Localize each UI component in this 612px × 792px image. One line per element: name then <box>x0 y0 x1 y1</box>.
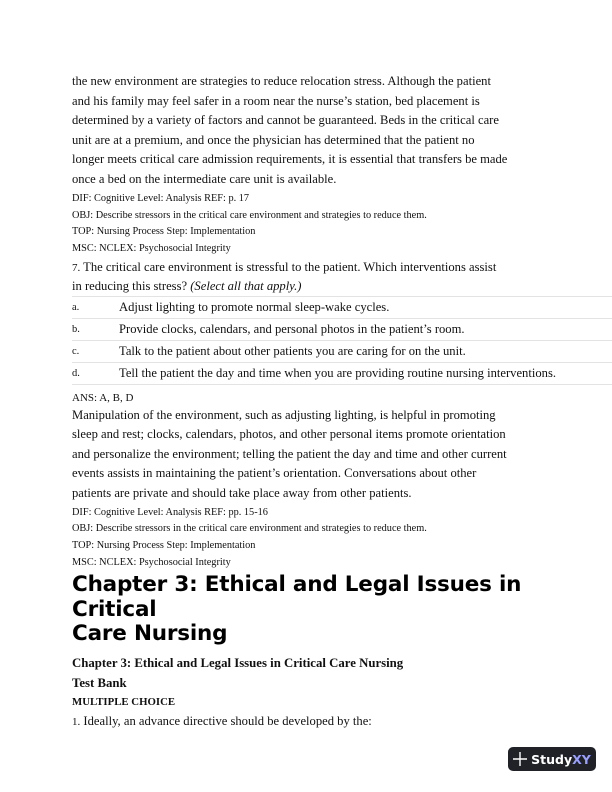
question-number: 1. <box>72 715 81 728</box>
intro-line: unit are at a premium, and once the physician has determined that the patient no <box>72 132 475 147</box>
studyxy-badge[interactable] <box>508 747 596 771</box>
option-b <box>72 318 612 340</box>
meta-difficulty: DIF: Cognitive Level: Analysis REF: p. 17 <box>72 192 250 204</box>
intro-line: longer meets critical care admission requirements, it is essential that transfers be made <box>72 152 508 167</box>
question-7-stem <box>72 259 612 295</box>
meta-difficulty: DIF: Cognitive Level: Analysis REF: pp. 15-16 <box>72 506 268 518</box>
option-letter: d. <box>72 367 80 379</box>
document-page <box>72 72 612 732</box>
rationale-line: Manipulation of the environment, such as adjusting lighting, is helpful in promoting <box>72 407 496 422</box>
option-a <box>72 296 612 318</box>
meta-topic: TOP: Nursing Process Step: Implementation <box>72 226 256 238</box>
option-text: Provide clocks, calendars, and personal photos in the patient’s room. <box>119 322 465 337</box>
meta-msc: MSC: NCLEX: Psychosocial Integrity <box>72 242 231 254</box>
chapter-subheading: Chapter 3: Ethical and Legal Issues in Critical Care Nursing <box>72 655 404 670</box>
chapter-heading-line: Chapter 3: Ethical and Legal Issues in Critical <box>72 572 522 622</box>
option-text: Tell the patient the day and time when you are providing routine nursing interventions. <box>119 365 556 380</box>
section-label: MULTIPLE CHOICE <box>72 695 176 708</box>
option-text: Adjust lighting to promote normal sleep-wake cycles. <box>119 300 390 315</box>
plus-icon <box>513 752 527 766</box>
chapter-heading-line: Care Nursing <box>72 621 228 647</box>
option-letter: b. <box>72 324 80 336</box>
question-text: The critical care environment is stressful to the patient. Which interventions assist <box>83 260 497 275</box>
option-letter: c. <box>72 345 80 357</box>
option-d <box>72 362 612 385</box>
question-text: Ideally, an advance directive should be developed by the: <box>83 713 372 728</box>
intro-line: determined by a variety of factors and cannot be guaranteed. Beds in the critical care <box>72 113 499 128</box>
meta-msc: MSC: NCLEX: Psychosocial Integrity <box>72 556 231 568</box>
meta-topic: TOP: Nursing Process Step: Implementation <box>72 540 256 552</box>
rationale-line: sleep and rest; clocks, calendars, photos, and other personal items promote orientation <box>72 427 506 442</box>
test-bank-label: Test Bank <box>72 675 127 690</box>
rationale-line: patients are private and should take place away from other patients. <box>72 485 412 500</box>
intro-line: the new environment are strategies to reduce relocation stress. Although the patient <box>72 74 491 88</box>
chapter-heading <box>72 573 612 647</box>
option-letter: a. <box>72 302 80 314</box>
intro-line: and his family may feel safer in a room near the nurse’s station, bed placement is <box>72 93 480 108</box>
question-instruction: (Select all that apply.) <box>190 278 302 293</box>
answer-key: ANS: A, B, D <box>72 391 134 404</box>
rationale-paragraph <box>72 406 612 504</box>
option-text: Talk to the patient about other patients you are caring for on the unit. <box>119 343 466 358</box>
intro-paragraph <box>72 72 612 190</box>
answer-options <box>72 296 612 384</box>
meta-objective: OBJ: Describe stressors in the critical care environment and strategies to reduce them. <box>72 523 427 535</box>
question-number: 7. <box>72 262 81 275</box>
meta-objective: OBJ: Describe stressors in the critical care environment and strategies to reduce them. <box>72 209 427 221</box>
brand-name: StudyXY <box>531 751 591 767</box>
intro-line: once a bed on the intermediate care unit is available. <box>72 171 337 186</box>
rationale-line: and personalize the environment; telling the patient the day and time and other current <box>72 446 507 461</box>
question-1 <box>72 711 612 732</box>
question-text-continued: in reducing this stress? <box>72 278 188 293</box>
option-c <box>72 340 612 362</box>
rationale-line: events assists in maintaining the patient’s orientation. Conversations about other <box>72 466 477 481</box>
